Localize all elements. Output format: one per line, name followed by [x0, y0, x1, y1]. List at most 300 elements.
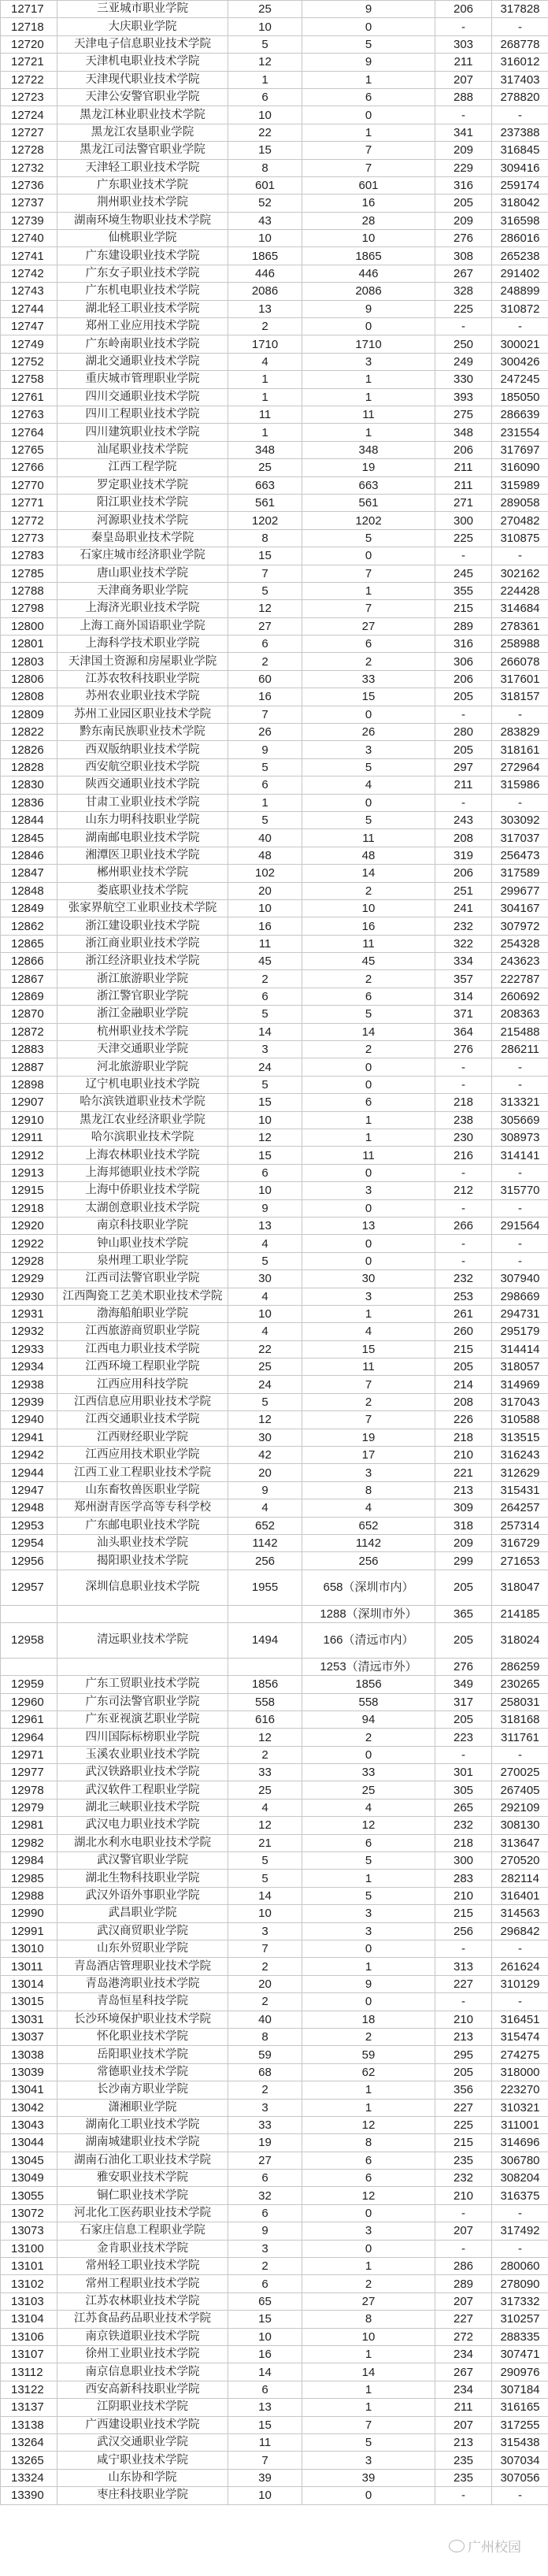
min-score: 316 [435, 636, 492, 653]
admitted-count: 1 [302, 582, 435, 599]
school-code: 13031 [1, 2011, 57, 2028]
min-rank: 314414 [492, 1340, 548, 1358]
min-score: 276 [435, 1658, 492, 1675]
school-code: 12717 [1, 1, 57, 18]
min-score: 357 [435, 970, 492, 988]
school-name: 山东协和学院 [57, 2469, 228, 2486]
min-rank: 308130 [492, 1817, 548, 1834]
plan-count [228, 1605, 302, 1622]
table-row [1, 1288, 548, 1305]
school-name: 天津轻工职业技术学院 [57, 159, 228, 176]
school-code: 13137 [1, 2399, 57, 2416]
school-code: 12788 [1, 582, 57, 599]
school-code: 13106 [1, 2328, 57, 2345]
table-row [1, 88, 548, 106]
school-code: 12773 [1, 529, 57, 547]
min-rank: 292109 [492, 1799, 548, 1816]
table-row [1, 2345, 548, 2363]
school-name: 浙江建设职业技术学院 [57, 917, 228, 935]
min-rank: 270520 [492, 1852, 548, 1870]
plan-count: 12 [228, 1411, 302, 1429]
min-rank: 307056 [492, 2469, 548, 2486]
plan-count: 601 [228, 176, 302, 194]
plan-count: 27 [228, 2152, 302, 2169]
min-score: 341 [435, 124, 492, 141]
table-row [1, 2487, 548, 2504]
plan-count: 12 [228, 54, 302, 71]
table-row [1, 1076, 548, 1093]
admitted-count: 3 [302, 1288, 435, 1305]
admitted-count: 1 [302, 424, 435, 441]
school-code: 12826 [1, 741, 57, 758]
admitted-count: 16 [302, 917, 435, 935]
school-code: 12947 [1, 1481, 57, 1499]
school-code: 12912 [1, 1147, 57, 1164]
school-code: 12941 [1, 1429, 57, 1446]
min-rank: 318157 [492, 688, 548, 706]
table-row [1, 2170, 548, 2187]
min-score: - [435, 794, 492, 811]
admitted-count: 0 [302, 1235, 435, 1252]
table-row [1, 424, 548, 441]
school-name: 铜仁职业技术学院 [57, 2187, 228, 2204]
admitted-count: 5 [302, 2433, 435, 2451]
admitted-count: 0 [302, 1993, 435, 2011]
min-score: - [435, 1993, 492, 2011]
table-row [1, 459, 548, 476]
plan-count: 25 [228, 1, 302, 18]
table-row [1, 1094, 548, 1111]
min-rank: 299677 [492, 882, 548, 899]
min-rank: 317601 [492, 670, 548, 688]
min-rank: 318057 [492, 1358, 548, 1376]
admitted-count: 4 [302, 1499, 435, 1517]
table-row [1, 1411, 548, 1429]
table-row [1, 2292, 548, 2310]
admitted-count: 1856 [302, 1676, 435, 1693]
admitted-count: 7 [302, 600, 435, 617]
plan-count: 27 [228, 617, 302, 635]
min-score: 308 [435, 247, 492, 265]
min-rank: 278361 [492, 617, 548, 635]
table-row [1, 670, 548, 688]
min-score: 205 [435, 741, 492, 758]
school-name: 泉州理工职业学院 [57, 1252, 228, 1269]
min-score: 209 [435, 212, 492, 229]
admitted-count: 561 [302, 494, 435, 511]
min-score: 221 [435, 1464, 492, 1481]
school-code: 12803 [1, 653, 57, 670]
min-score: 226 [435, 1411, 492, 1429]
school-code: 12849 [1, 899, 57, 917]
table-row [1, 1323, 548, 1340]
plan-count: 8 [228, 529, 302, 547]
min-rank: 247245 [492, 371, 548, 388]
min-rank: 314696 [492, 2134, 548, 2152]
min-score: 235 [435, 2152, 492, 2169]
table-row [1, 1429, 548, 1446]
min-score: 207 [435, 71, 492, 88]
table-row [1, 512, 548, 529]
school-code: 13103 [1, 2292, 57, 2310]
min-score: 256 [435, 1922, 492, 1940]
min-rank: 286211 [492, 1041, 548, 1058]
min-rank: 317492 [492, 2222, 548, 2240]
min-rank: 286016 [492, 230, 548, 247]
min-rank: 317589 [492, 865, 548, 882]
admitted-count: 0 [302, 1199, 435, 1217]
min-rank: 208363 [492, 1006, 548, 1023]
school-name: 石家庄城市经济职业学院 [57, 547, 228, 565]
min-score: - [435, 2204, 492, 2222]
plan-count: 4 [228, 1235, 302, 1252]
min-rank: 266078 [492, 653, 548, 670]
plan-count: 10 [228, 18, 302, 35]
school-code: 12747 [1, 318, 57, 335]
plan-count: 3 [228, 1922, 302, 1940]
min-rank: 317332 [492, 2292, 548, 2310]
admitted-count: 9 [302, 1, 435, 18]
table-row [1, 1023, 548, 1040]
school-name: 江西旅游商贸职业学院 [57, 1323, 228, 1340]
plan-count: 1 [228, 424, 302, 441]
min-rank: 318000 [492, 2063, 548, 2081]
plan-count: 4 [228, 1288, 302, 1305]
plan-count: 12 [228, 1729, 302, 1746]
min-score: 225 [435, 2116, 492, 2133]
table-row [1, 1147, 548, 1164]
table-row [1, 441, 548, 458]
admitted-count: 1 [302, 2345, 435, 2363]
school-name: 广东亚视演艺职业学院 [57, 1711, 228, 1728]
admitted-count: 7 [302, 142, 435, 159]
school-code: 13102 [1, 2275, 57, 2292]
min-score: 232 [435, 917, 492, 935]
min-score: 205 [435, 688, 492, 706]
school-name: 天津国土资源和房屋职业学院 [57, 653, 228, 670]
min-score: 218 [435, 1429, 492, 1446]
min-score: - [435, 1164, 492, 1181]
min-rank: - [492, 2487, 548, 2504]
admitted-count: 10 [302, 899, 435, 917]
min-score: 349 [435, 1676, 492, 1693]
school-code: 12718 [1, 18, 57, 35]
min-score: 249 [435, 353, 492, 370]
school-code: 12991 [1, 1922, 57, 1940]
plan-count: 68 [228, 2063, 302, 2081]
admitted-count: 27 [302, 617, 435, 635]
plan-count: 9 [228, 1199, 302, 1217]
school-code: 13042 [1, 2099, 57, 2116]
school-code: 13039 [1, 2063, 57, 2081]
min-rank: 282114 [492, 1870, 548, 1887]
school-code: 12765 [1, 441, 57, 458]
min-score: 210 [435, 2011, 492, 2028]
plan-count: 1955 [228, 1570, 302, 1605]
admitted-count: 1 [302, 1305, 435, 1322]
plan-count: 2 [228, 1993, 302, 2011]
plan-count: 65 [228, 2292, 302, 2310]
min-rank: 317828 [492, 1, 548, 18]
min-rank: 215488 [492, 1023, 548, 1040]
school-code: 12954 [1, 1534, 57, 1551]
plan-count: 652 [228, 1517, 302, 1534]
plan-count: 5 [228, 811, 302, 828]
admitted-count: 1 [302, 388, 435, 406]
plan-count: 2 [228, 1746, 302, 1763]
min-score: 235 [435, 2469, 492, 2486]
table-row [1, 2275, 548, 2292]
school-name: 湖北轻工职业技术学院 [57, 300, 228, 317]
table-row [1, 2452, 548, 2469]
school-code: 12982 [1, 1834, 57, 1851]
school-code: 13104 [1, 2311, 57, 2328]
admitted-count: 17 [302, 1447, 435, 1464]
school-name: 广东女子职业技术学院 [57, 265, 228, 282]
school-code: 12721 [1, 54, 57, 71]
school-code: 12918 [1, 1199, 57, 1217]
min-score: 303 [435, 35, 492, 53]
min-score: 295 [435, 2046, 492, 2063]
school-code: 12867 [1, 970, 57, 988]
admitted-count: 166（清远市内） [302, 1622, 435, 1658]
school-name: 广东机电职业技术学院 [57, 283, 228, 300]
table-row [1, 2311, 548, 2328]
table-row [1, 1552, 548, 1570]
table-row [1, 882, 548, 899]
admitted-count: 1 [302, 1958, 435, 1975]
min-score: 317 [435, 1693, 492, 1711]
plan-count: 11 [228, 935, 302, 952]
min-score: 208 [435, 1393, 492, 1410]
min-score: 305 [435, 1781, 492, 1799]
school-code: 12940 [1, 1411, 57, 1429]
school-name: 武汉商贸职业学院 [57, 1922, 228, 1940]
table-row [1, 970, 548, 988]
min-rank: 308204 [492, 2170, 548, 2187]
plan-count: 15 [228, 142, 302, 159]
table-row [1, 1887, 548, 1904]
school-name: 青岛港湾职业技术学院 [57, 1975, 228, 1992]
admitted-count: 2 [302, 2275, 435, 2292]
table-row [1, 2116, 548, 2133]
min-score: - [435, 18, 492, 35]
admitted-count: 33 [302, 670, 435, 688]
plan-count: 25 [228, 1781, 302, 1799]
plan-count: 4 [228, 353, 302, 370]
table-row [1, 2381, 548, 2398]
school-name: 天津机电职业技术学院 [57, 54, 228, 71]
school-name: 广东邮电职业技术学院 [57, 1517, 228, 1534]
min-score: 215 [435, 1340, 492, 1358]
min-rank: 316165 [492, 2399, 548, 2416]
school-code: 12845 [1, 829, 57, 847]
table-row [1, 1834, 548, 1851]
school-code: 12910 [1, 1111, 57, 1129]
table-row [1, 1235, 548, 1252]
table-row [1, 1217, 548, 1234]
plan-count: 7 [228, 565, 302, 582]
school-code: 12978 [1, 1781, 57, 1799]
school-name: 四川国际标榜职业学院 [57, 1729, 228, 1746]
admitted-count: 1865 [302, 247, 435, 265]
plan-count: 6 [228, 636, 302, 653]
admitted-count: 11 [302, 1147, 435, 1164]
table-row [1, 1393, 548, 1410]
min-score: 313 [435, 1958, 492, 1975]
min-rank: 185050 [492, 388, 548, 406]
table-row [1, 1676, 548, 1693]
school-code: 12870 [1, 1006, 57, 1023]
table-row [1, 1534, 548, 1551]
plan-count: 348 [228, 441, 302, 458]
school-name: 青岛恒星科技学院 [57, 1993, 228, 2011]
admitted-count: 256 [302, 1552, 435, 1570]
school-name: 广东建设职业技术学院 [57, 247, 228, 265]
school-name: 四川建筑职业技术学院 [57, 424, 228, 441]
plan-count: 13 [228, 2399, 302, 2416]
school-code: 13138 [1, 2416, 57, 2433]
min-score: 280 [435, 724, 492, 741]
plan-count: 1856 [228, 1676, 302, 1693]
min-rank: 315438 [492, 2433, 548, 2451]
admitted-count: 2 [302, 1393, 435, 1410]
school-name: 湖北交通职业技术学院 [57, 353, 228, 370]
admitted-count: 348 [302, 441, 435, 458]
min-score: 227 [435, 2099, 492, 2116]
plan-count: 5 [228, 1076, 302, 1093]
school-code: 12934 [1, 1358, 57, 1376]
table-row [1, 18, 548, 35]
school-code: 12948 [1, 1499, 57, 1517]
admitted-count: 0 [302, 2204, 435, 2222]
school-name: 苏州工业园区职业技术学院 [57, 706, 228, 723]
table-row [1, 2081, 548, 2099]
min-rank: 291402 [492, 265, 548, 282]
school-name: 浙江警官职业学院 [57, 988, 228, 1005]
school-name: 潇湘职业学院 [57, 2099, 228, 2116]
school-code: 13044 [1, 2134, 57, 2152]
min-score: - [435, 706, 492, 723]
min-rank: 271653 [492, 1552, 548, 1570]
admitted-count: 1 [302, 2081, 435, 2099]
min-score: - [435, 318, 492, 335]
school-name: 南京信息职业技术学院 [57, 2363, 228, 2381]
min-rank: 286639 [492, 406, 548, 423]
min-score: 234 [435, 2381, 492, 2398]
table-row [1, 247, 548, 265]
min-rank: 305669 [492, 1111, 548, 1129]
table-row [1, 1870, 548, 1887]
min-rank: 307972 [492, 917, 548, 935]
school-name: 大庆职业学院 [57, 18, 228, 35]
table-row [1, 318, 548, 335]
min-score: 232 [435, 1817, 492, 1834]
school-code: 12808 [1, 688, 57, 706]
school-code: 12727 [1, 124, 57, 141]
table-row [1, 265, 548, 282]
min-rank: 224428 [492, 582, 548, 599]
school-name: 天津商务职业学院 [57, 582, 228, 599]
school-name: 玉溪农业职业技术学院 [57, 1746, 228, 1763]
min-rank: 313515 [492, 1429, 548, 1446]
min-rank: 315770 [492, 1182, 548, 1199]
min-score: 316 [435, 176, 492, 194]
table-row [1, 2363, 548, 2381]
plan-count: 14 [228, 1887, 302, 1904]
school-name: 仙桃职业学院 [57, 230, 228, 247]
min-score: 206 [435, 1, 492, 18]
plan-count: 52 [228, 195, 302, 212]
school-name: 湖南环境生物职业技术学院 [57, 212, 228, 229]
school-code: 12758 [1, 371, 57, 388]
school-name: 湖南化工职业技术学院 [57, 2116, 228, 2133]
min-rank: 302162 [492, 565, 548, 582]
school-name: 四川工程职业技术学院 [57, 406, 228, 423]
school-code: 12929 [1, 1270, 57, 1288]
school-name: 长沙环境保护职业技术学院 [57, 2011, 228, 2028]
table-row [1, 1, 548, 18]
min-score: 205 [435, 1570, 492, 1605]
school-code: 12848 [1, 882, 57, 899]
school-name: 湘潭医卫职业技术学院 [57, 847, 228, 864]
min-score: 211 [435, 476, 492, 494]
school-name: 河北旅游职业学院 [57, 1058, 228, 1076]
min-rank: - [492, 794, 548, 811]
school-code: 13043 [1, 2116, 57, 2133]
admitted-count: 1 [302, 71, 435, 88]
school-code: 12907 [1, 1094, 57, 1111]
table-row [1, 195, 548, 212]
school-code: 12728 [1, 142, 57, 159]
plan-count: 2 [228, 970, 302, 988]
plan-count: 10 [228, 1905, 302, 1922]
min-score: 286 [435, 2258, 492, 2275]
table-row [1, 212, 548, 229]
plan-count: 10 [228, 1305, 302, 1322]
min-rank: 268778 [492, 35, 548, 53]
watermark [449, 2536, 521, 2556]
school-name: 南京科技职业学院 [57, 1217, 228, 1234]
min-score: 211 [435, 2399, 492, 2416]
school-code: 12959 [1, 1676, 57, 1693]
plan-count: 12 [228, 1817, 302, 1834]
table-row [1, 1499, 548, 1517]
admitted-count: 15 [302, 1340, 435, 1358]
admitted-count: 7 [302, 1376, 435, 1393]
school-code: 12772 [1, 512, 57, 529]
min-rank: 307940 [492, 1270, 548, 1288]
min-score: - [435, 1235, 492, 1252]
school-code: 13112 [1, 2363, 57, 2381]
school-code: 12911 [1, 1129, 57, 1147]
min-rank: 286259 [492, 1658, 548, 1675]
table-row [1, 2469, 548, 2486]
min-rank: 303092 [492, 811, 548, 828]
plan-count: 22 [228, 1340, 302, 1358]
table-row [1, 124, 548, 141]
school-code: 13011 [1, 1958, 57, 1975]
school-name: 上海邦德职业技术学院 [57, 1164, 228, 1181]
min-score: 232 [435, 2170, 492, 2187]
school-name: 娄底职业技术学院 [57, 882, 228, 899]
table-row [1, 1958, 548, 1975]
admitted-count: 1 [302, 1129, 435, 1147]
plan-count: 12 [228, 600, 302, 617]
plan-count: 14 [228, 1023, 302, 1040]
table-row [1, 1058, 548, 1076]
min-rank: 243623 [492, 953, 548, 970]
